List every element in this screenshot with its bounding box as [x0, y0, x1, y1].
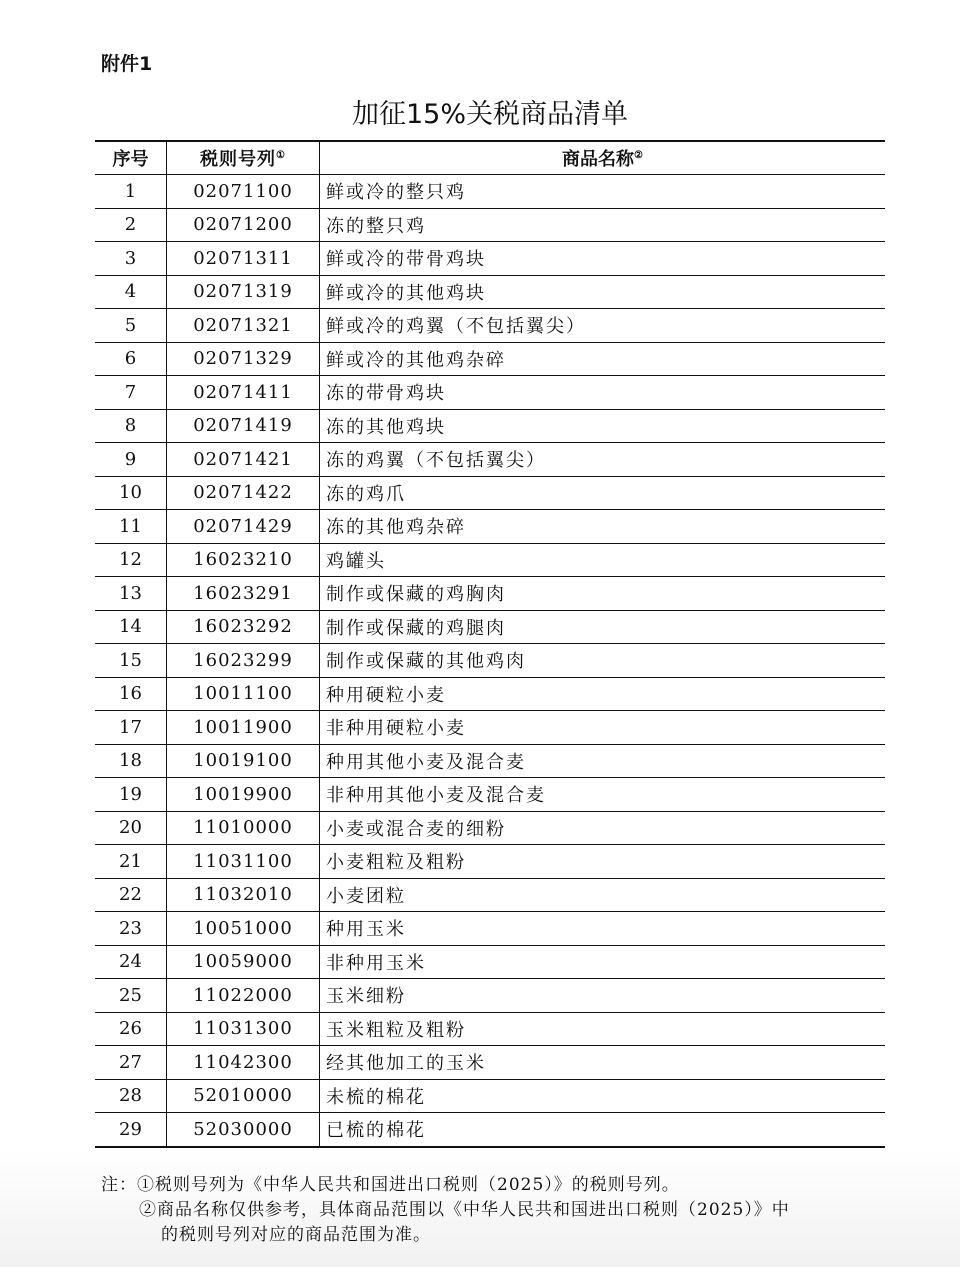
row-index: 5	[95, 309, 167, 343]
goods-name: 种用玉米	[320, 912, 886, 946]
tariff-code: 11031300	[167, 1012, 320, 1046]
row-index: 22	[95, 878, 167, 912]
tariff-code: 02071311	[167, 242, 320, 276]
footnote-mark-1: ①	[276, 150, 286, 161]
row-index: 20	[95, 811, 167, 845]
table-row	[95, 778, 885, 812]
tariff-code: 02071411	[167, 376, 320, 410]
table-row	[95, 711, 885, 745]
row-index: 25	[95, 979, 167, 1013]
table-row	[95, 1012, 885, 1046]
row-index: 1	[95, 175, 167, 209]
table-row	[95, 409, 885, 443]
table-row	[95, 577, 885, 611]
tariff-code: 02071421	[167, 443, 320, 477]
footnote-mark-2: ②	[634, 150, 643, 161]
goods-name: 小麦团粒	[320, 878, 886, 912]
table-row	[95, 476, 885, 510]
goods-name: 小麦或混合麦的细粉	[320, 811, 886, 845]
row-index: 28	[95, 1079, 167, 1113]
table-row	[95, 644, 885, 678]
table-row	[95, 979, 885, 1013]
goods-name: 冻的鸡翼（不包括翼尖）	[320, 443, 886, 477]
table-row	[95, 443, 885, 477]
table-row	[95, 342, 885, 376]
tariff-code: 16023299	[167, 644, 320, 678]
row-index: 19	[95, 778, 167, 812]
goods-name: 非种用玉米	[320, 945, 886, 979]
goods-name: 鸡罐头	[320, 543, 886, 577]
tariff-code: 10019100	[167, 744, 320, 778]
goods-name: 冻的其他鸡杂碎	[320, 510, 886, 544]
table-row	[95, 175, 885, 209]
header-code-label: 税则号列	[200, 149, 277, 170]
row-index: 9	[95, 443, 167, 477]
header-code	[167, 141, 320, 175]
row-index: 24	[95, 945, 167, 979]
row-index: 12	[95, 543, 167, 577]
tariff-code: 02071422	[167, 476, 320, 510]
goods-name: 已梳的棉花	[320, 1113, 886, 1147]
table-row	[95, 1113, 885, 1147]
tariff-code: 02071429	[167, 510, 320, 544]
row-index: 13	[95, 577, 167, 611]
table-row	[95, 610, 885, 644]
goods-name: 未梳的棉花	[320, 1079, 886, 1113]
table-row	[95, 208, 885, 242]
goods-name: 冻的带骨鸡块	[320, 376, 886, 410]
tariff-code: 10051000	[167, 912, 320, 946]
note-2-line-1: ②商品名称仅供参考，具体商品范围以《中华人民共和国进出口税则（2025）》中	[139, 1200, 790, 1220]
row-index: 26	[95, 1012, 167, 1046]
table-row	[95, 1079, 885, 1113]
row-index: 27	[95, 1046, 167, 1080]
table-row	[95, 845, 885, 879]
table-row	[95, 912, 885, 946]
goods-name: 非种用其他小麦及混合麦	[320, 778, 886, 812]
tariff-code: 16023292	[167, 610, 320, 644]
row-index: 10	[95, 476, 167, 510]
row-index: 21	[95, 845, 167, 879]
page-title: 加征15%关税商品清单	[351, 99, 628, 130]
table-row	[95, 376, 885, 410]
goods-name: 种用其他小麦及混合麦	[320, 744, 886, 778]
tariff-code: 10019900	[167, 778, 320, 812]
note-1: ①税则号列为《中华人民共和国进出口税则（2025）》的税则号列。	[137, 1175, 680, 1195]
goods-name: 鲜或冷的其他鸡杂碎	[320, 342, 886, 376]
tariff-goods-table	[95, 140, 885, 1148]
tariff-code: 02071321	[167, 309, 320, 343]
tariff-code: 52030000	[167, 1113, 320, 1147]
table-row	[95, 275, 885, 309]
row-index: 16	[95, 677, 167, 711]
goods-name: 鲜或冷的整只鸡	[320, 175, 886, 209]
tariff-code: 02071329	[167, 342, 320, 376]
goods-name: 玉米粗粒及粗粉	[320, 1012, 886, 1046]
tariff-code: 10011900	[167, 711, 320, 745]
row-index: 15	[95, 644, 167, 678]
tariff-code: 11031100	[167, 845, 320, 879]
row-index: 18	[95, 744, 167, 778]
table-row	[95, 744, 885, 778]
table-row	[95, 677, 885, 711]
row-index: 6	[95, 342, 167, 376]
goods-name: 制作或保藏的鸡胸肉	[320, 577, 886, 611]
header-index	[95, 141, 167, 175]
note-2-line-2: 的税则号列对应的商品范围为准。	[161, 1225, 431, 1245]
row-index: 2	[95, 208, 167, 242]
header-name	[320, 141, 886, 175]
table-row	[95, 811, 885, 845]
goods-name: 冻的鸡爪	[320, 476, 886, 510]
tariff-code: 16023210	[167, 543, 320, 577]
row-index: 14	[95, 610, 167, 644]
tariff-code: 16023291	[167, 577, 320, 611]
goods-name: 制作或保藏的鸡腿肉	[320, 610, 886, 644]
table-row	[95, 510, 885, 544]
tariff-code: 52010000	[167, 1079, 320, 1113]
tariff-code: 10011100	[167, 677, 320, 711]
goods-name: 冻的整只鸡	[320, 208, 886, 242]
goods-name: 非种用硬粒小麦	[320, 711, 886, 745]
table-row	[95, 878, 885, 912]
row-index: 29	[95, 1113, 167, 1147]
table-row	[95, 242, 885, 276]
attachment-label: 附件1	[101, 53, 153, 75]
row-index: 3	[95, 242, 167, 276]
row-index: 11	[95, 510, 167, 544]
table-row	[95, 945, 885, 979]
tariff-code: 10059000	[167, 945, 320, 979]
row-index: 7	[95, 376, 167, 410]
header-index-label: 序号	[112, 149, 149, 170]
row-index: 17	[95, 711, 167, 745]
row-index: 4	[95, 275, 167, 309]
table-row	[95, 309, 885, 343]
tariff-code: 02071419	[167, 409, 320, 443]
tariff-code: 02071100	[167, 175, 320, 209]
goods-name: 鲜或冷的带骨鸡块	[320, 242, 886, 276]
goods-name: 制作或保藏的其他鸡肉	[320, 644, 886, 678]
table-body	[95, 175, 885, 1147]
table-row	[95, 1046, 885, 1080]
goods-name: 种用硬粒小麦	[320, 677, 886, 711]
footnotes	[101, 1173, 790, 1248]
goods-name: 鲜或冷的鸡翼（不包括翼尖）	[320, 309, 886, 343]
tariff-code: 02071200	[167, 208, 320, 242]
header-name-label: 商品名称	[562, 149, 635, 170]
goods-name: 小麦粗粒及粗粉	[320, 845, 886, 879]
goods-name: 玉米细粉	[320, 979, 886, 1013]
goods-name: 经其他加工的玉米	[320, 1046, 886, 1080]
row-index: 23	[95, 912, 167, 946]
goods-name: 冻的其他鸡块	[320, 409, 886, 443]
notes-prefix: 注：	[101, 1175, 137, 1195]
table-header-row	[95, 141, 885, 175]
tariff-code: 11032010	[167, 878, 320, 912]
goods-name: 鲜或冷的其他鸡块	[320, 275, 886, 309]
tariff-code: 02071319	[167, 275, 320, 309]
tariff-code: 11010000	[167, 811, 320, 845]
tariff-code: 11022000	[167, 979, 320, 1013]
table-row	[95, 543, 885, 577]
tariff-code: 11042300	[167, 1046, 320, 1080]
row-index: 8	[95, 409, 167, 443]
